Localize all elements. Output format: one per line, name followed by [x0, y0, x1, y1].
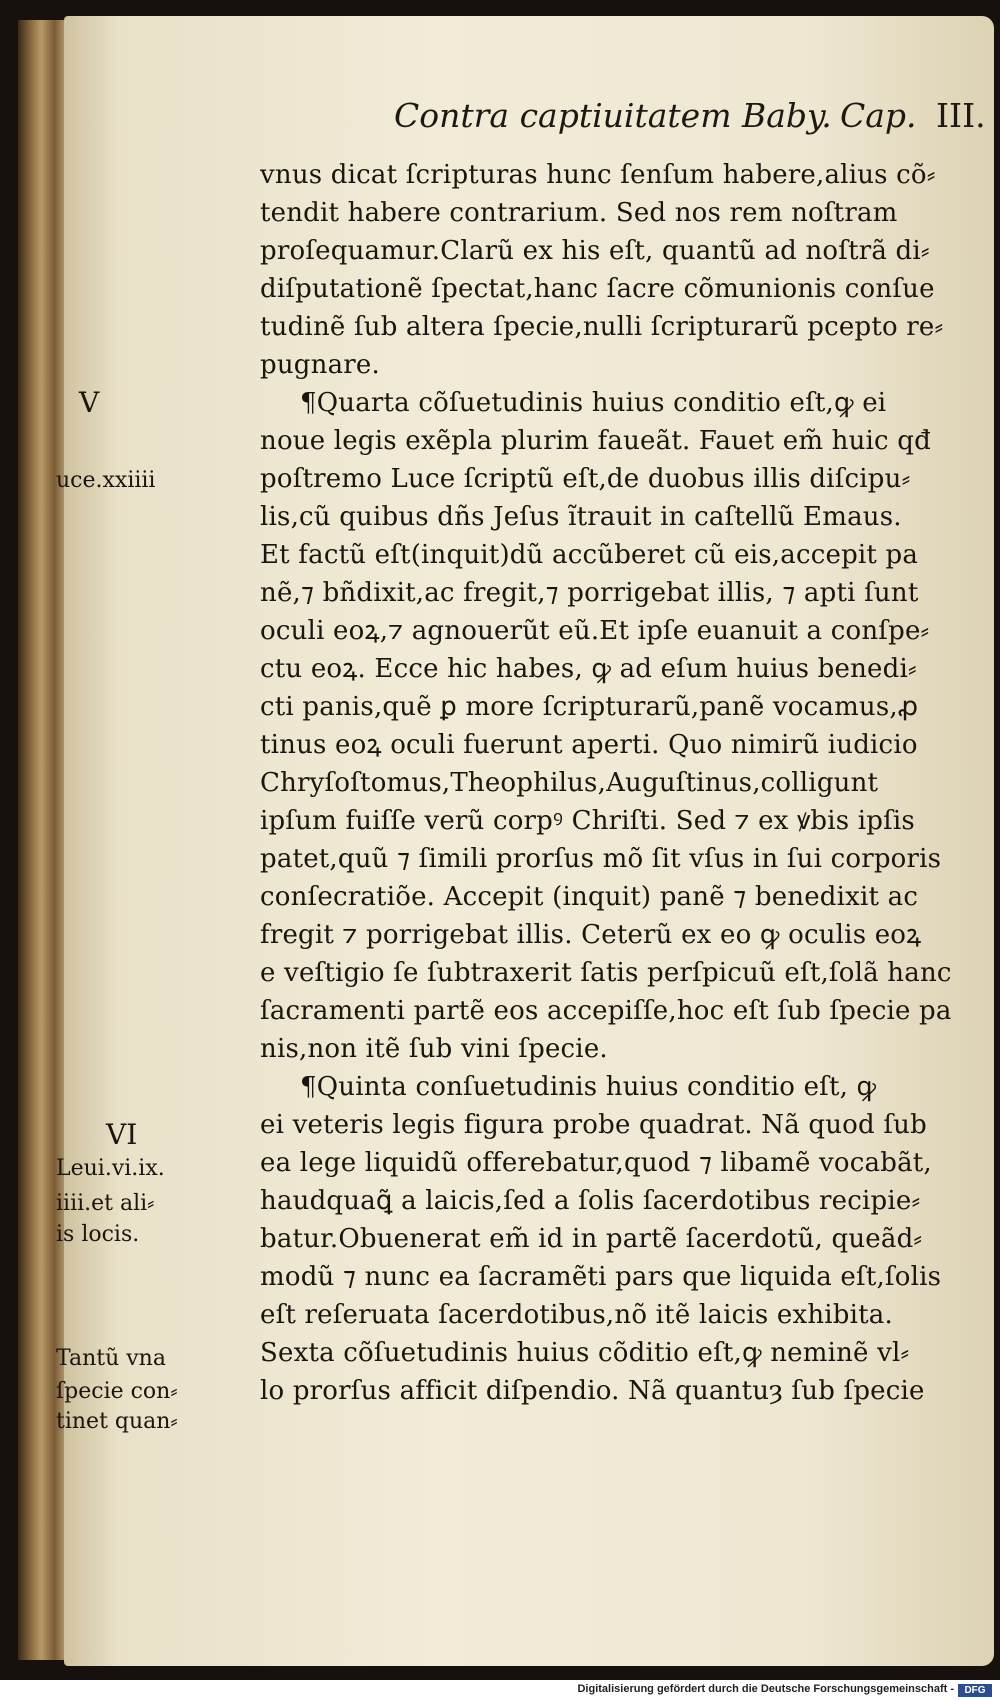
text-line: nẽ,⁊ bñdixit,ac fregit,⁊ porrigebat illis, ⁊ apti ſunt [260, 578, 919, 608]
text-line: ei veteris legis figura probe quadrat. Nã quod ſub [260, 1110, 927, 1140]
text-line: ea lege liquidũ offerebatur,quod ⁊ libamẽ vocabãt, [260, 1148, 932, 1178]
margin-note-line-2: ſpecie con⸗ [56, 1379, 178, 1404]
funding-notice: Digitalisierung gefördert durch die Deutsche Forschungsgemeinschaft - [577, 1683, 954, 1695]
text-block [260, 156, 1000, 1410]
margin-section-v: V [79, 386, 100, 419]
text-line: tinus eoꝝ oculi fuerunt aperti. Quo nimirũ iudicio [260, 730, 918, 760]
margin-ref-leui-2: iiii.et ali⸗ [56, 1191, 155, 1216]
margin-section-vi: VI [106, 1118, 138, 1151]
text-line: nis,non itẽ ſub vini ſpecie. [260, 1034, 608, 1064]
text-line: cti panis,quẽ ꝑ more ſcripturarũ,panẽ vocamus,ꝓ [260, 692, 919, 722]
text-line: pugnare. [260, 350, 380, 380]
text-line: Sexta cõſuetudinis huius cõditio eſt,ꝙ neminẽ vl⸗ [260, 1338, 910, 1368]
text-line: ¶Quinta conſuetudinis huius conditio eſt, ꝙ [300, 1072, 877, 1102]
margin-note-line-3: tinet quan⸗ [56, 1409, 178, 1434]
footer-bar [0, 1682, 1000, 1700]
text-line: patet,quũ ⁊ ſimili prorſus mõ ſit vſus in ſui corporis [260, 844, 942, 874]
running-title: Contra captiuitatem Baby. [394, 96, 832, 135]
text-line: poſtremo Luce ſcriptũ eſt,de duobus illis diſcipu⸗ [260, 464, 911, 494]
text-line: ſacramenti partẽ eos accepiſſe,hoc eſt ſub ſpecie pa [260, 996, 952, 1026]
book-page [56, 16, 994, 1666]
text-line: diſputationẽ ſpectat,hanc ſacre cõmunionis conſue [260, 274, 935, 304]
chapter-label: Cap. [840, 96, 917, 135]
text-line: Chryſoſtomus,Theophilus,Auguſtinus,colligunt [260, 768, 879, 798]
text-line: tendit habere contrarium. Sed nos rem noſtram [260, 198, 898, 228]
text-line: vnus dicat ſcripturas hunc ſenſum habere,alius cõ⸗ [260, 160, 936, 190]
text-line: batur.Obuenerat em̃ id in partẽ ſacerdotũ, queãd⸗ [260, 1224, 923, 1254]
text-line: lo prorſus afficit diſpendio. Nã quantuȝ ſub ſpecie [260, 1376, 925, 1406]
text-line: ipſum fuiſſe verũ corpꝰ Chriſti. Sed ⁊ ex ꝟbis ipſis [260, 806, 915, 836]
text-line: modũ ⁊ nunc ea ſacramẽti pars que liquida eſt,ſolis [260, 1262, 942, 1292]
text-line: oculi eoꝝ,⁊ agnouerũt eũ.Et ipſe euanuit a conſpe⸗ [260, 616, 930, 646]
text-line: haudquaꝗ̃ a laicis,ſed a ſolis ſacerdotibus recipie⸗ [260, 1186, 921, 1216]
text-line: ctu eoꝝ. Ecce hic habes, ꝙ ad eſum huius benedi⸗ [260, 654, 917, 684]
text-line: ¶Quarta cõſuetudinis huius conditio eſt,ꝙ ei [300, 388, 887, 418]
chapter-number: III. [936, 96, 986, 135]
text-line: noue legis exẽpla plurim faueãt. Fauet em̃ huic qđ [260, 426, 931, 456]
text-line: tudinẽ ſub altera ſpecie,nulli ſcripturarũ pcepto re⸗ [260, 312, 944, 342]
text-line: fregit ⁊ porrigebat illis. Ceterũ ex eo ꝙ oculis eoꝝ [260, 920, 922, 950]
margin-ref-leui-1: Leui.vi.ix. [56, 1156, 165, 1181]
text-line: e veſtigio ſe ſubtraxerit ſatis perſpicuũ eſt,ſolã hanc [260, 958, 952, 988]
text-line: conſecratiõe. Accepit (inquit) panẽ ⁊ benedixit ac [260, 882, 919, 912]
text-line: lis,cũ quibus dñs Jeſus ĩtrauit in caſtellũ Emaus. [260, 502, 902, 532]
text-line: proſequamur.Clarũ ex his eſt, quantũ ad noſtrã di⸗ [260, 236, 930, 266]
text-line: Et factũ eſt(inquit)dũ accũberet cũ eis,accepit pa [260, 540, 919, 570]
margin-ref-leui-3: is locis. [56, 1222, 140, 1247]
margin-ref-luce: uce.xxiiii [56, 468, 156, 493]
text-line: eſt reſeruata ſacerdotibus,nõ itẽ laicis exhibita. [260, 1300, 893, 1330]
dfg-logo: DFG [958, 1684, 992, 1697]
margin-note-line-1: Tantũ vna [56, 1346, 166, 1371]
